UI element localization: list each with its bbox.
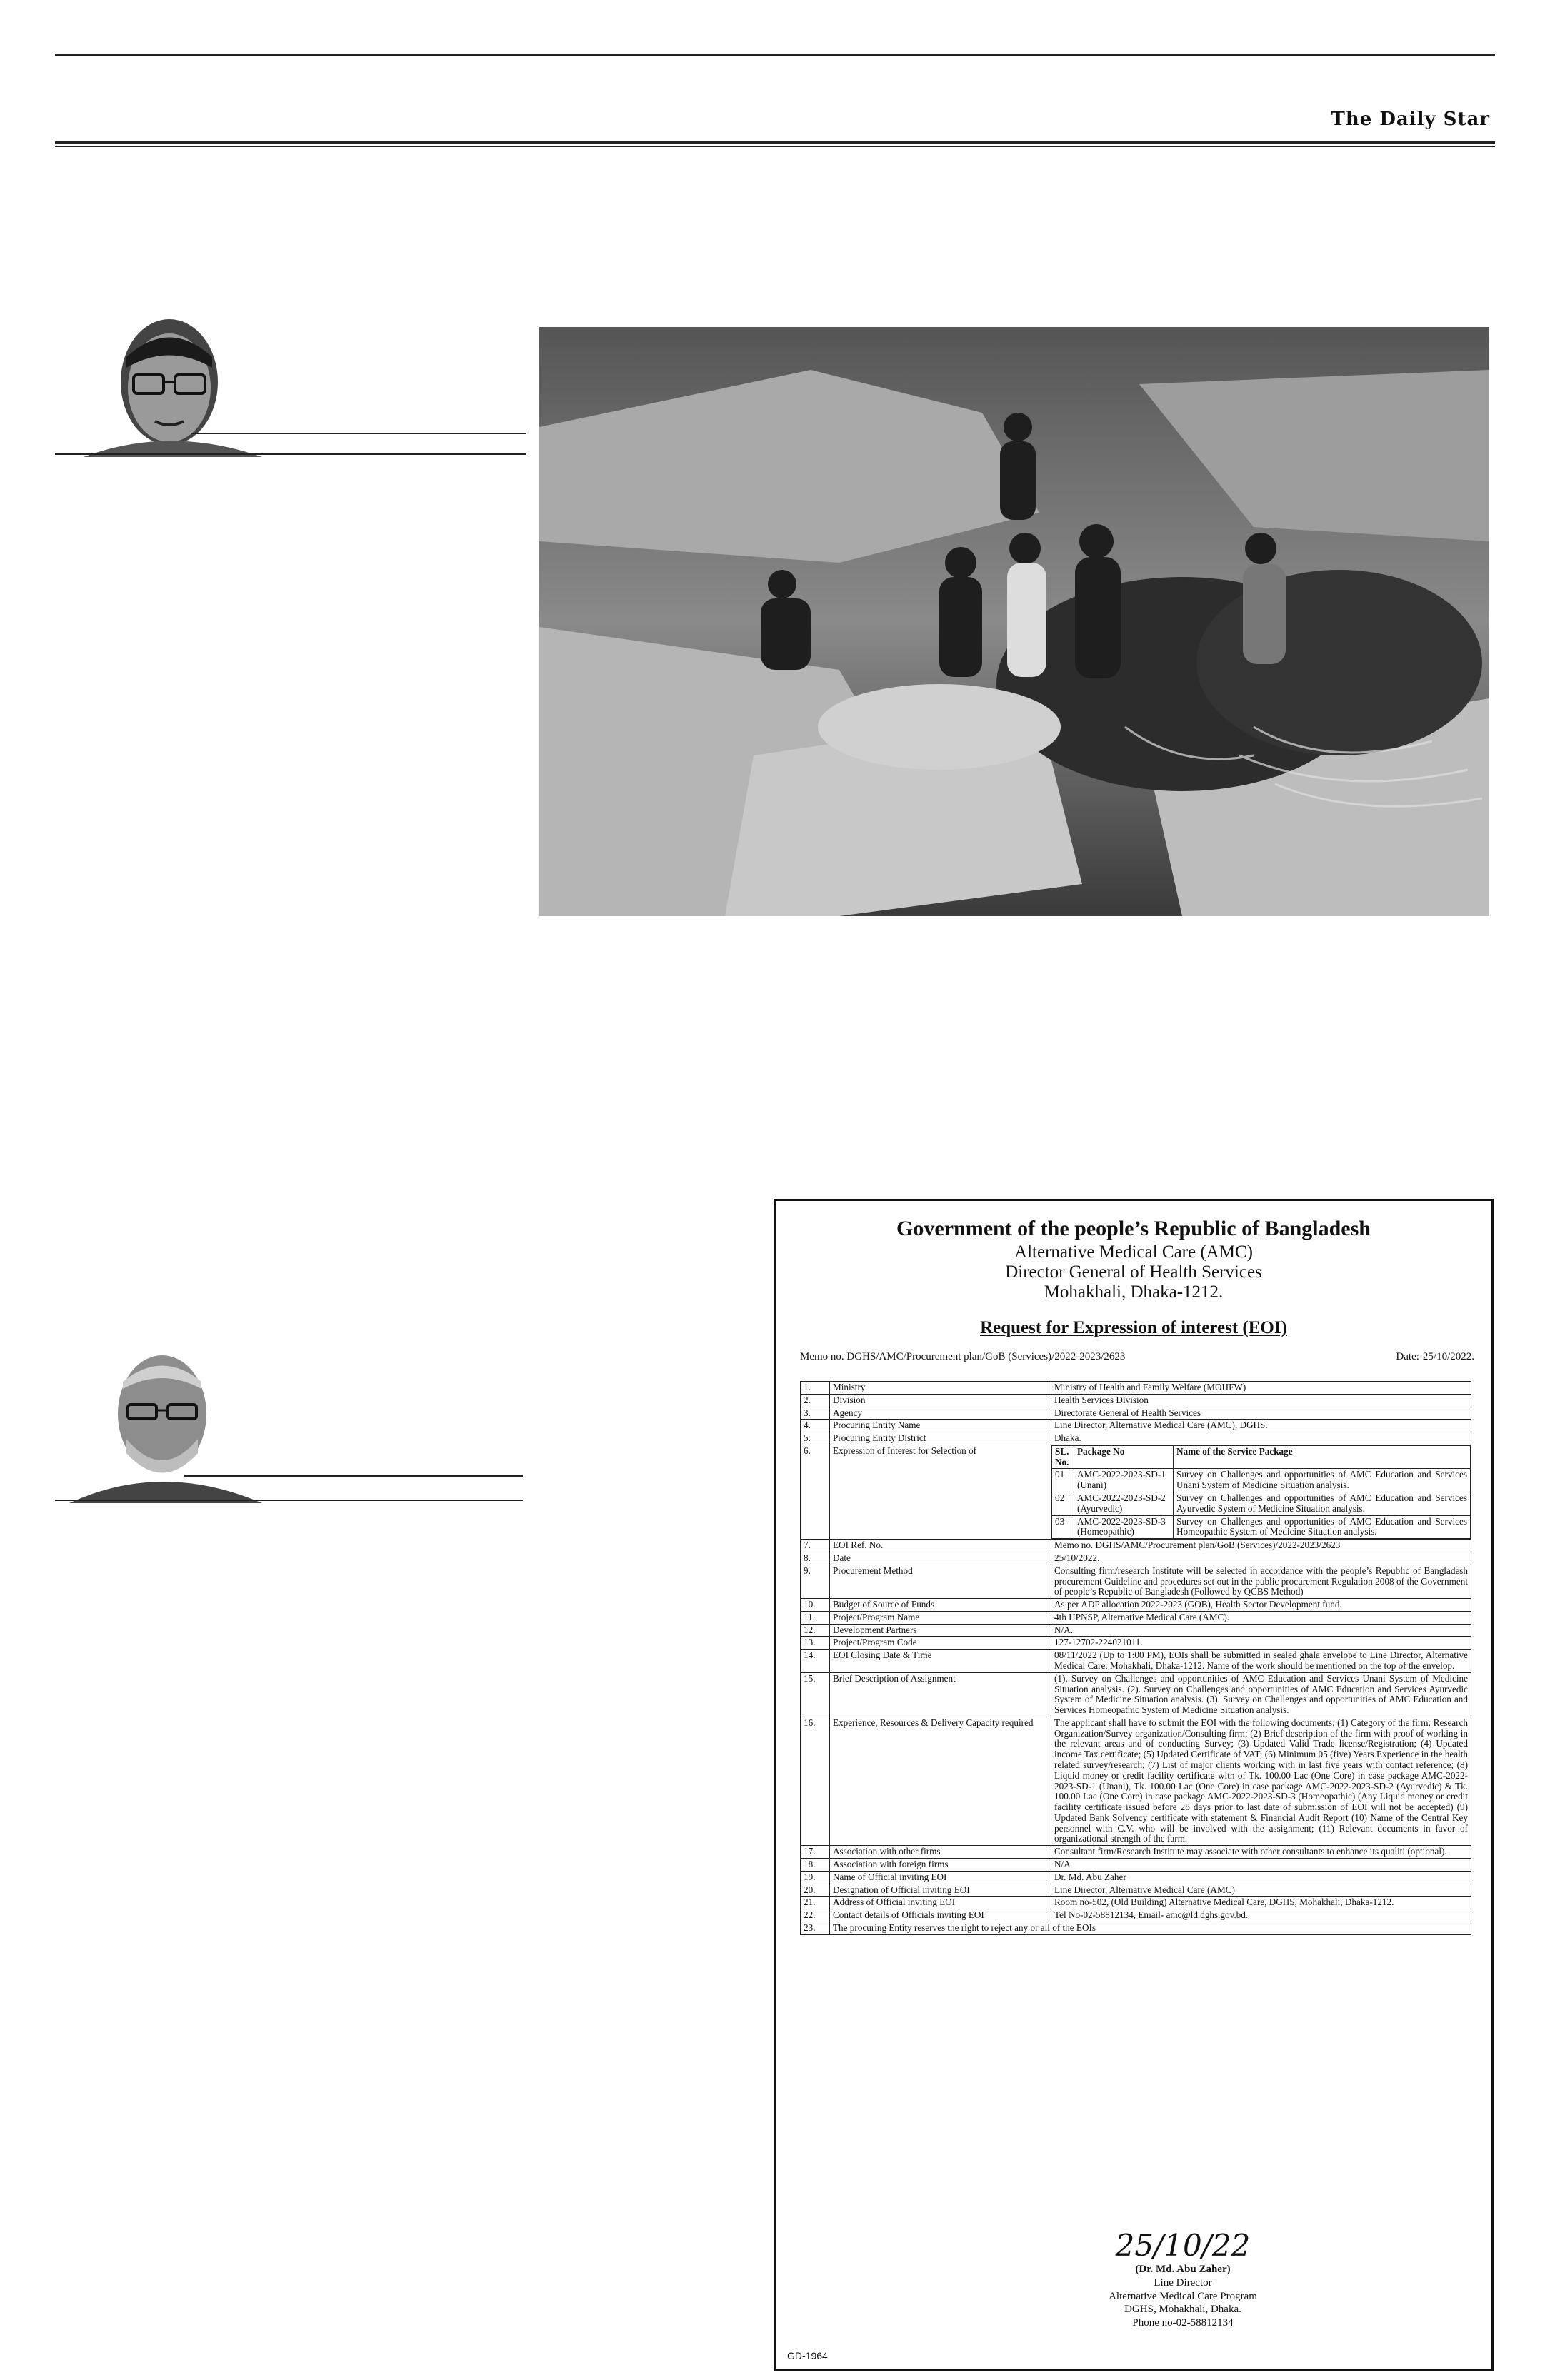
- eoi-govt-title: Government of the people’s Republic of Bangladesh: [896, 1217, 1371, 1240]
- signatory-name: (Dr. Md. Abu Zaher): [1135, 2264, 1231, 2275]
- table-row: 3. Agency Directorate General of Health Services: [801, 1407, 1471, 1420]
- eoi-address: Mohakhali, Dhaka-1212.: [1044, 1282, 1224, 1302]
- eoi-org: Alternative Medical Care (AMC): [1014, 1242, 1253, 1262]
- handwritten-signature: 25/10/22: [1115, 2228, 1251, 2263]
- table-row: 11. Project/Program Name 4th HPNSP, Alternative Medical Care (AMC).: [801, 1611, 1471, 1624]
- top-rule: [55, 54, 1495, 56]
- table-row: 22. Contact details of Officials inviting EOI Tel No-02-58812134, Email- amc@ld.dghs.gov.bd.: [801, 1909, 1471, 1922]
- signatory-title: Line Director: [1154, 2276, 1212, 2289]
- signatory-phone: Phone no-02-58812134: [1132, 2317, 1234, 2329]
- table-row: 14. EOI Closing Date & Time 08/11/2022 (Up to 1:00 PM), EOIs shall be submitted in sealed ghala envelope to Line Director, Alternative Medical Care, Mohakhali, Dhaka-1212. Name of the work should be mentioned on the top of the envelop.: [801, 1650, 1471, 1673]
- package-row: 01 AMC-2022-2023-SD-1 (Unani) Survey on Challenges and opportunities of AMC Education and Services Unani System of Medicine Situation analysis.: [1052, 1469, 1471, 1492]
- table-row: 17. Association with other firms Consultant firm/Research Institute may associate with other consultants to enhance its qualiti (optional).: [801, 1846, 1471, 1859]
- table-row: 7. EOI Ref. No. Memo no. DGHS/AMC/Procurement plan/GoB (Services)/2022-2023/2623: [801, 1540, 1471, 1552]
- table-row: 15. Brief Description of Assignment (1). Survey on Challenges and opportunities of AMC Education and Services Unani System of Medicine Situation analysis. (2). Survey on Challenges and opportunities of AMC Education and Services Ayurvedic System of Medicine Situation analysis. (3). Survey on Challenges and opportunities of AMC Education and Services Homeopathic System of Medicine Situation analysis.: [801, 1672, 1471, 1717]
- masthead-rule-thin: [55, 146, 1495, 147]
- eoi-memo: Memo no. DGHS/AMC/Procurement plan/GoB (Services)/2022-2023/2623: [800, 1351, 1126, 1362]
- eoi-heading: Request for Expression of interest (EOI): [980, 1318, 1287, 1337]
- cyclone-debris-photo: [539, 327, 1489, 916]
- signatory-program: Alternative Medical Care Program: [1109, 2290, 1257, 2302]
- table-row: 5. Procuring Entity District Dhaka.: [801, 1432, 1471, 1445]
- table-row: 1. Ministry Ministry of Health and Family Welfare (MOHFW): [801, 1382, 1471, 1395]
- gd-number: GD-1964: [787, 2350, 828, 2361]
- signatory-office: DGHS, Mohakhali, Dhaka.: [1124, 2304, 1241, 2316]
- columnist-portrait-2: [55, 1339, 523, 1503]
- eoi-date: Date:-25/10/2022.: [1396, 1351, 1474, 1362]
- eoi-table: [800, 1381, 1471, 1935]
- table-row: 2. Division Health Services Division: [801, 1394, 1471, 1407]
- table-row: 8. Date 25/10/2022.: [801, 1552, 1471, 1565]
- table-row: 12. Development Partners N/A.: [801, 1624, 1471, 1637]
- eoi-advertisement: [774, 1199, 1494, 2371]
- package-row: 02 AMC-2022-2023-SD-2 (Ayurvedic) Survey on Challenges and opportunities of AMC Education and Services Ayurvedic System of Medicine Situation analysis.: [1052, 1492, 1471, 1516]
- columnist-portrait-1: [55, 303, 526, 457]
- signature-block: [1054, 2227, 1311, 2330]
- table-row: 6. Expression of Interest for Selection of SL. No. Package No Name of the Service Package 01 AMC-2022-2023-SD-1 (Unani) Survey on Challenges and opportunities of AMC Education and Services Unani System of Medicine Situation analysis. 02 AMC-2022-2023-SD-2 (Ayurvedic) Survey on Challenges and opportunities of AMC Education and Services Ayurvedic System of Medicine Situation analysis. 03 AMC-2022-2023-SD-3 (Homeopathic) Survey on Challenges and opportunities of AMC Education and Services Homeopathic System of Medicine Situation analysis.: [801, 1445, 1471, 1539]
- table-row: 21. Address of Official inviting EOI Room no-502, (Old Building) Alternative Medical Care, DGHS, Mohakhali, Dhaka-1212.: [801, 1897, 1471, 1909]
- table-row: 23. The procuring Entity reserves the right to reject any or all of the EOIs: [801, 1922, 1471, 1934]
- table-row: 13. Project/Program Code 127-12702-224021011.: [801, 1637, 1471, 1650]
- eoi-directorate: Director General of Health Services: [1005, 1262, 1262, 1282]
- package-table: [1051, 1445, 1471, 1539]
- table-row: 20. Designation of Official inviting EOI Line Director, Alternative Medical Care (AMC): [801, 1884, 1471, 1897]
- table-row: 10. Budget of Source of Funds As per ADP allocation 2022-2023 (GOB), Health Sector Development fund.: [801, 1599, 1471, 1612]
- table-row: 19. Name of Official inviting EOI Dr. Md. Abu Zaher: [801, 1871, 1471, 1884]
- table-row: 4. Procuring Entity Name Line Director, Alternative Medical Care (AMC), DGHS.: [801, 1420, 1471, 1432]
- package-row: 03 AMC-2022-2023-SD-3 (Homeopathic) Survey on Challenges and opportunities of AMC Education and Services Homeopathic System of Medicine Situation analysis.: [1052, 1515, 1471, 1539]
- package-header-row: SL. No. Package No Name of the Service Package: [1052, 1445, 1471, 1469]
- newspaper-logo: The Daily Star: [1331, 109, 1490, 130]
- eoi-memo-line: [776, 1351, 1491, 1363]
- masthead-rule: [55, 141, 1495, 144]
- table-row: 16. Experience, Resources & Delivery Capacity required The applicant shall have to submit the EOI with the following documents: (1) Category of the firm: Research Organization/Survey organization/Consulting firm; (2) Brief description of the firm with proof of working in the relevant areas and of conducting Survey; (3) Updated Valid Trade license/Registration; (4) Updated income Tax certificate; (5) Updated Certificate of VAT; (6) Minimum 05 (five) Years Experience in the health related survey/research; (7) List of major clients working with in last five years with contact reference; (8) Liquid money or credit facility certificate with of Tk. 100.00 Lac (One Core) in case package AMC-2022-2023-SD-1 (Unani), Tk. 100.00 Lac (One Core) in case package AMC-2022-2023-SD-2 (Ayurvedic) & Tk. 100.00 Lac (One Core) in case package AMC-2022-2023-SD-3 (Homeopathic) (Any Liquid money or credit facility certificate issued before 28 days prior to last date of submission of EOI will not be accepted) (9) Updated Bank Solvency certificate with statement & Financial Audit Report (10) Name of the Central Key personnel with C.V. who will be involved with the assignment; (11) Relevant documents in favor of organizational strength of the farm.: [801, 1717, 1471, 1845]
- table-row: 9. Procurement Method Consulting firm/research Institute will be selected in accordance with the people’s Republic of Bangladesh procurement Guideline and procedures set out in the public procurement Regulation 2008 of the Government of people’s Republic of Bangladesh (Followed by QCBS Method): [801, 1565, 1471, 1598]
- table-row: 18. Association with foreign firms N/A: [801, 1859, 1471, 1872]
